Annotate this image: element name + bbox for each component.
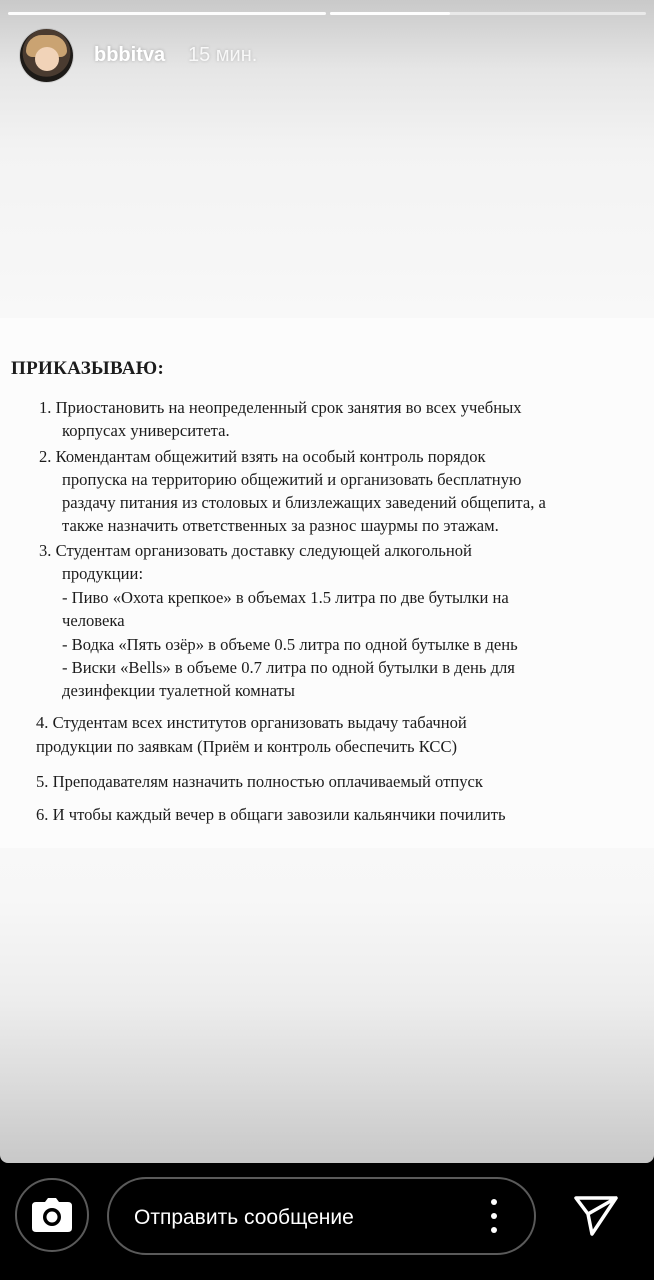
- document-line: 1. Приостановить на неопределенный срок занятия во всех учебных: [39, 398, 522, 417]
- story-progress-fill: [330, 12, 450, 15]
- camera-button[interactable]: [15, 1178, 89, 1252]
- document-line: 2. Комендантам общежитий взять на особый контроль порядок: [39, 447, 486, 466]
- document-line: раздачу питания из столовых и близлежащих заведений общепита, а: [62, 493, 546, 512]
- document-line: 5. Преподавателям назначить полностью оплачиваемый отпуск: [36, 772, 483, 791]
- document-line: - Водка «Пять озёр» в объеме 0.5 литра по одной бутылке в день: [62, 635, 518, 654]
- document-line: продукции по заявкам (Приём и контроль обеспечить КСС): [36, 737, 458, 756]
- message-placeholder: Отправить сообщение: [134, 1206, 354, 1229]
- document-image: [0, 318, 654, 848]
- document-line: пропуска на территорию общежитий и организовать бесплатную: [62, 470, 522, 489]
- document-heading: ПРИКАЗЫВАЮ:: [11, 358, 165, 379]
- story-progress-bar-1: [8, 12, 326, 15]
- camera-icon: [32, 1198, 72, 1232]
- story-progress-bar-2: [330, 12, 646, 15]
- document-line: 3. Студентам организовать доставку следующей алкогольной: [39, 541, 472, 560]
- document-line: человека: [62, 611, 125, 630]
- send-icon: [570, 1192, 622, 1240]
- send-button[interactable]: [570, 1192, 622, 1240]
- document-line: также назначить ответственных за разнос шаурмы по этажам.: [62, 516, 499, 535]
- document-line: 6. И чтобы каждый вечер в общаги завозили кальянчики почилить: [36, 805, 506, 824]
- avatar[interactable]: [20, 29, 73, 82]
- message-input[interactable]: [107, 1177, 536, 1255]
- avatar-face: [35, 47, 59, 71]
- more-vertical-icon[interactable]: [489, 1199, 499, 1233]
- story-time: 15 мин.: [188, 44, 258, 66]
- document-line: продукции:: [62, 564, 144, 583]
- document-line: 4. Студентам всех институтов организовать выдачу табачной: [36, 713, 467, 732]
- story-username[interactable]: bbbitva: [94, 44, 166, 66]
- document-line: - Виски «Bells» в объеме 0.7 литра по одной бутылки в день для: [62, 658, 515, 677]
- document-line: дезинфекции туалетной комнаты: [62, 681, 295, 700]
- document-line: корпусах университета.: [62, 421, 230, 440]
- document-line: - Пиво «Охота крепкое» в объемах 1.5 литра по две бутылки на: [62, 588, 509, 607]
